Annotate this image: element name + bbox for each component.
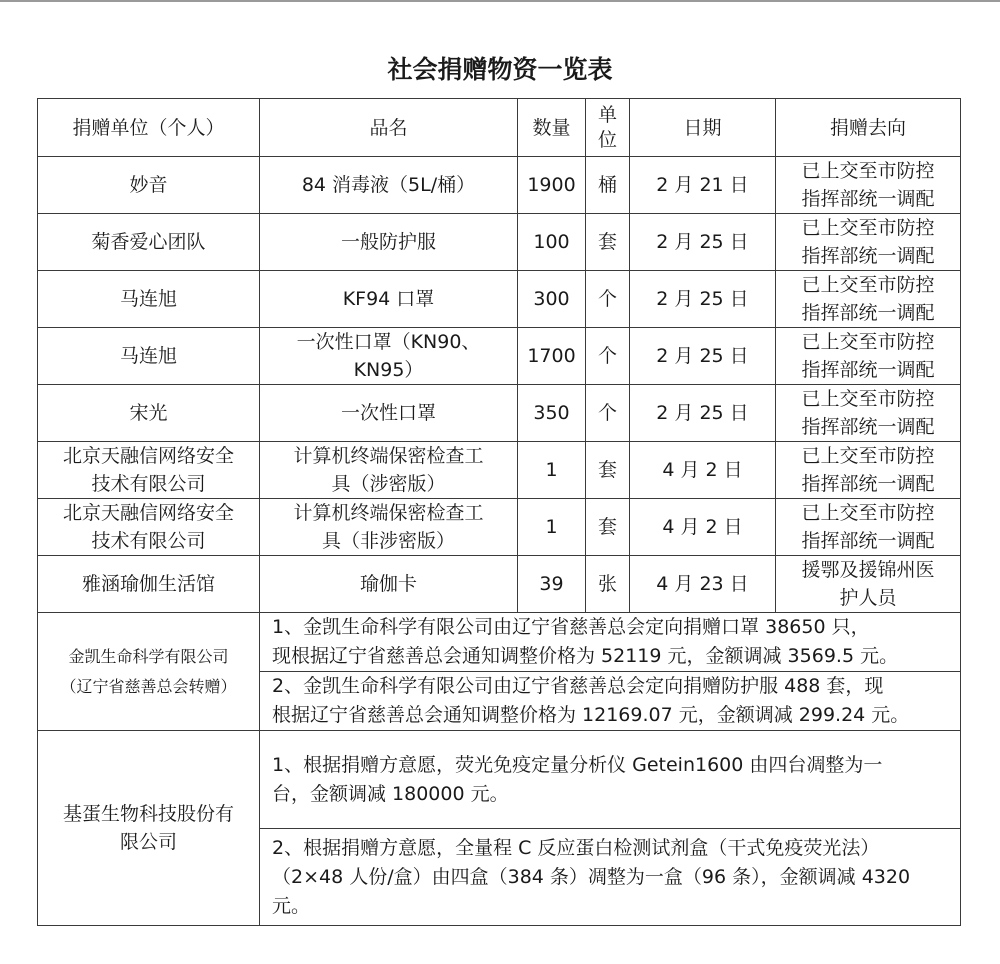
note-jinkai-2: 2、金凯生命科学有限公司由辽宁省慈善总会定向捐赠防护服 488 套，现 根据辽宁省慈善总会通知调整价格为 12169.07 元，金额调减 299.24 元。 [260,672,961,731]
note-jinkai-1: 1、金凯生命科学有限公司由辽宁省慈善总会定向捐赠口罩 38650 只， 现根据辽宁省慈善总会通知调整价格为 52119 元，金额调减 3569.5 元。 [260,613,961,672]
cell-donor: 菊香爱心团队 [38,214,260,271]
cell-donor: 妙音 [38,157,260,214]
cell-donor: 马连旭 [38,328,260,385]
cell-dest: 已上交至市防控 指挥部统一调配 [776,328,961,385]
cell-dest: 已上交至市防控 指挥部统一调配 [776,499,961,556]
cell-qty: 100 [518,214,586,271]
header-item: 品名 [260,99,518,157]
table-row [38,499,961,556]
table-row [38,157,961,214]
cell-qty: 1 [518,499,586,556]
cell-item: 计算机终端保密检查工 具（涉密版） [260,442,518,499]
cell-unit: 套 [586,214,630,271]
cell-qty: 1700 [518,328,586,385]
cell-item: 84 消毒液（5L/桶） [260,157,518,214]
cell-unit: 套 [586,499,630,556]
cell-unit: 桶 [586,157,630,214]
cell-dest: 已上交至市防控 指挥部统一调配 [776,442,961,499]
cell-date: 2 月 21 日 [630,157,776,214]
cell-qty: 1 [518,442,586,499]
cell-date: 2 月 25 日 [630,214,776,271]
header-unit: 单 位 [586,99,630,157]
note-jidan-2: 2、根据捐赠方意愿，全量程 C 反应蛋白检测试剂盒（干式免疫荧光法） （2×48 人份/盒）由四盒（384 条）凋整为一盒（96 条），金额调减 4320 元。 [260,829,961,926]
cell-unit: 个 [586,385,630,442]
cell-unit: 个 [586,271,630,328]
cell-item: 瑜伽卡 [260,556,518,613]
cell-date: 4 月 2 日 [630,499,776,556]
header-donor: 捐赠单位（个人） [38,99,260,157]
cell-dest: 援鄂及援锦州医 护人员 [776,556,961,613]
header-dest: 捐赠去向 [776,99,961,157]
note-jidan-1: 1、根据捐赠方意愿，荧光免疫定量分析仪 Getein1600 由四台凋整为一 台，金额调减 180000 元。 [260,731,961,829]
cell-item: 一次性口罩 [260,385,518,442]
cell-dest: 已上交至市防控 指挥部统一调配 [776,271,961,328]
cell-date: 4 月 23 日 [630,556,776,613]
table-row [38,442,961,499]
donor-jinkai: 金凯生命科学有限公司 （辽宁省慈善总会转赠） [38,613,260,731]
cell-dest: 已上交至市防控 指挥部统一调配 [776,214,961,271]
cell-donor: 雅涵瑜伽生活馆 [38,556,260,613]
donor-jidan: 基蛋生物科技股份有 限公司 [38,731,260,926]
cell-item: 计算机终端保密检查工 具（非涉密版） [260,499,518,556]
header-date: 日期 [630,99,776,157]
cell-donor: 北京天融信网络安全 技术有限公司 [38,499,260,556]
cell-date: 2 月 25 日 [630,328,776,385]
header-row [38,99,961,157]
donation-table [37,98,961,926]
cell-qty: 300 [518,271,586,328]
cell-dest: 已上交至市防控 指挥部统一调配 [776,157,961,214]
cell-item: 一般防护服 [260,214,518,271]
cell-unit: 张 [586,556,630,613]
table-row [38,271,961,328]
header-qty: 数量 [518,99,586,157]
cell-date: 4 月 2 日 [630,442,776,499]
cell-date: 2 月 25 日 [630,385,776,442]
cell-qty: 39 [518,556,586,613]
table-row [38,385,961,442]
top-border-line [0,0,1000,2]
page-title: 社会捐赠物资一览表 [387,55,613,84]
cell-item: KF94 口罩 [260,271,518,328]
cell-qty: 350 [518,385,586,442]
cell-donor: 北京天融信网络安全 技术有限公司 [38,442,260,499]
cell-date: 2 月 25 日 [630,271,776,328]
adjustment-row-jidan [38,731,961,829]
cell-donor: 宋光 [38,385,260,442]
cell-dest: 已上交至市防控 指挥部统一调配 [776,385,961,442]
cell-donor: 马连旭 [38,271,260,328]
table-row [38,328,961,385]
cell-unit: 套 [586,442,630,499]
adjustment-row-jinkai [38,613,961,672]
table-row [38,556,961,613]
table-row [38,214,961,271]
cell-item: 一次性口罩（KN90、 KN95） [260,328,518,385]
cell-unit: 个 [586,328,630,385]
cell-qty: 1900 [518,157,586,214]
